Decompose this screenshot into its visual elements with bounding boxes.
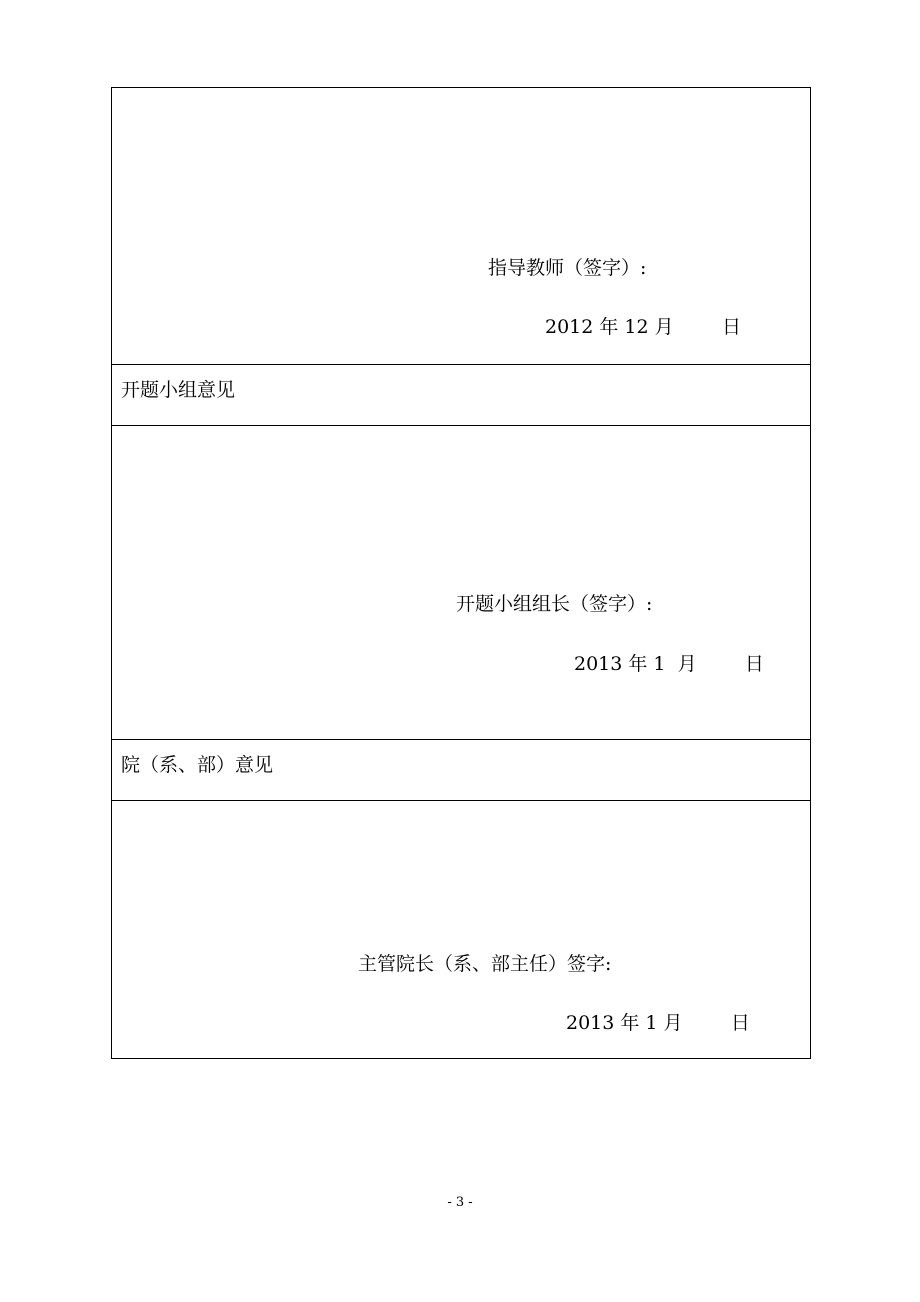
advisor-opinion-cell xyxy=(112,88,810,365)
page-number: - 3 - xyxy=(447,1195,473,1210)
advisor-date: 2012 年 12 月 日 xyxy=(545,316,741,338)
opinion-form-table xyxy=(111,87,811,1059)
department-opinion-cell xyxy=(112,801,810,1059)
group-opinion-header-row xyxy=(112,365,810,426)
department-date: 2013 年 1 月 日 xyxy=(566,1012,750,1034)
group-date: 2013 年 1 月 日 xyxy=(574,653,764,675)
group-leader-signature-label: 开题小组组长（签字）: xyxy=(456,593,653,615)
group-opinion-header: 开题小组意见 xyxy=(121,379,236,401)
department-opinion-header: 院（系、部）意见 xyxy=(121,754,274,776)
dean-signature-label: 主管院长（系、部主任）签字: xyxy=(358,953,612,975)
department-opinion-header-row xyxy=(112,740,810,801)
group-opinion-cell xyxy=(112,426,810,740)
advisor-signature-label: 指导教师（签字）: xyxy=(488,257,647,279)
